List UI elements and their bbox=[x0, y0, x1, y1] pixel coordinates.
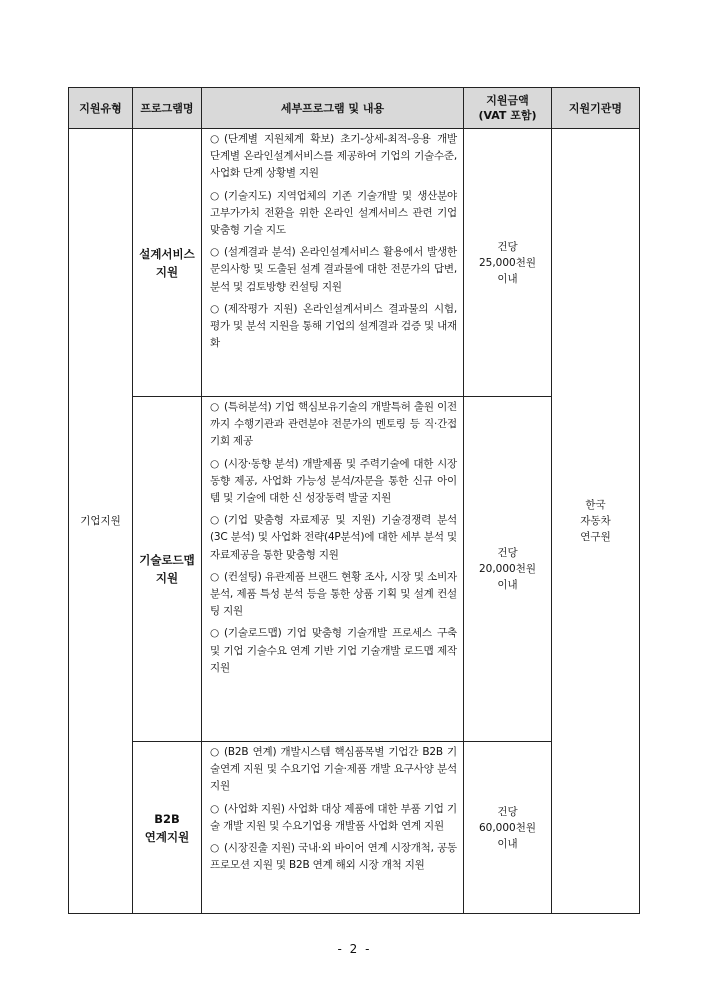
program-name-cell bbox=[133, 742, 202, 914]
amount-cell bbox=[464, 742, 552, 914]
detail-item-text: (단계별 지원체계 확보) 초기-상세-최적-응용 개발 단계별 온라인설계서비스를 제공하여 기업의 기술수준, 사업화 단계 상황별 지원 bbox=[210, 133, 457, 180]
detail-item-text: (설계결과 분석) 온라인설계서비스 활용에서 발생한 문의사항 및 도출된 설계 결과물에 대한 전문가의 답변, 분석 및 검토방향 컨설팅 지원 bbox=[210, 246, 457, 293]
detail-item bbox=[210, 188, 457, 240]
bullet-icon: ○ bbox=[210, 570, 219, 583]
program-name-line1: B2B bbox=[154, 811, 180, 826]
agency-line3: 연구원 bbox=[580, 531, 611, 543]
support-program-table bbox=[68, 87, 640, 914]
amount-line1: 건당 bbox=[497, 547, 518, 559]
detail-item-text: (기업 맞춤형 자료제공 및 지원) 기술경쟁력 분석(3C 분석) 및 사업화 전략(4P분석)에 대한 세부 분석 및 자료제공을 통한 맞춤형 지원 bbox=[210, 514, 457, 561]
detail-item bbox=[210, 569, 457, 621]
support-type-cell: 기업지원 bbox=[69, 129, 133, 914]
bullet-icon: ○ bbox=[210, 746, 219, 758]
header-program: 프로그램명 bbox=[133, 88, 202, 129]
amount-line2: 25,000천원 bbox=[478, 256, 537, 269]
amount-cell bbox=[464, 129, 552, 397]
header-support-type: 지원유형 bbox=[69, 88, 133, 129]
program-detail-cell bbox=[202, 742, 464, 914]
bullet-icon: ○ bbox=[210, 133, 219, 145]
detail-item-text: (제작평가 지원) 온라인설계서비스 결과물의 시험, 평가 및 분석 지원을 통해 기업의 설계결과 검증 및 내재화 bbox=[210, 302, 457, 350]
detail-item bbox=[210, 801, 457, 835]
amount-line1: 건당 bbox=[497, 805, 518, 818]
detail-item bbox=[210, 301, 457, 353]
bullet-icon: ○ bbox=[210, 842, 219, 855]
bullet-icon: ○ bbox=[210, 246, 219, 259]
agency-line1: 한국 bbox=[585, 499, 606, 511]
page-number: - 2 - bbox=[337, 942, 372, 956]
table-row bbox=[69, 129, 640, 397]
header-detail: 세부프로그램 및 내용 bbox=[202, 88, 464, 129]
bullet-icon: ○ bbox=[210, 514, 219, 527]
header-amount bbox=[464, 88, 552, 129]
detail-item bbox=[210, 131, 457, 183]
header-agency: 지원기관명 bbox=[552, 88, 640, 129]
program-name-line2: 지원 bbox=[155, 264, 179, 279]
detail-item bbox=[210, 744, 457, 796]
table-header-row bbox=[69, 88, 640, 129]
detail-item bbox=[210, 625, 457, 677]
program-detail-cell bbox=[202, 397, 464, 742]
amount-line3: 이내 bbox=[497, 579, 518, 591]
agency-cell bbox=[552, 129, 640, 914]
detail-item-text: (컨설팅) 유관제품 브랜드 현황 조사, 시장 및 소비자 분석, 제품 특성 분석 등을 통한 상품 기획 및 설계 컨설팅 지원 bbox=[210, 570, 457, 618]
detail-item-text: (B2B 연계) 개발시스템 핵심품목별 기업간 B2B 기술연계 지원 및 수요기업 기술·제품 개발 요구사양 분석 지원 bbox=[210, 746, 457, 793]
program-name-cell bbox=[133, 397, 202, 742]
detail-item bbox=[210, 456, 457, 508]
header-amount-line2: (VAT 포함) bbox=[478, 109, 537, 122]
bullet-icon: ○ bbox=[210, 189, 219, 202]
bullet-icon: ○ bbox=[210, 802, 219, 815]
program-detail-cell bbox=[202, 129, 464, 397]
agency-line2: 자동차 bbox=[580, 515, 611, 527]
detail-item-text: (특허분석) 기업 핵심보유기술의 개발특허 출원 이전까지 수행기관과 관련분야 전문가의 멘토링 등 직·간접 기회 제공 bbox=[210, 401, 457, 448]
header-amount-line1: 지원금액 bbox=[486, 94, 529, 107]
bullet-icon: ○ bbox=[210, 627, 219, 640]
detail-item bbox=[210, 244, 457, 296]
detail-item-text: (시장진출 지원) 국내·외 바이어 연계 시장개척, 공동 프로모션 지원 및 B2B 연계 해외 시장 개척 지원 bbox=[210, 842, 457, 872]
detail-item-text: (사업화 지원) 사업화 대상 제품에 대한 부품 기업 기술 개발 지원 및 수요기업용 개발품 사업화 연계 지원 bbox=[210, 802, 457, 832]
detail-item bbox=[210, 840, 457, 874]
bullet-icon: ○ bbox=[210, 401, 219, 413]
bullet-icon: ○ bbox=[210, 457, 219, 470]
bullet-icon: ○ bbox=[210, 302, 219, 315]
detail-item-text: (기술지도) 지역업체의 기존 기술개발 및 생산분야 고부가가치 전환을 위한 온라인 설계서비스 관련 기업 맞춤형 기술 지도 bbox=[210, 189, 457, 237]
amount-line1: 건당 bbox=[497, 240, 518, 253]
program-name-line2: 지원 bbox=[155, 571, 179, 585]
amount-line3: 이내 bbox=[497, 837, 518, 850]
amount-line3: 이내 bbox=[497, 272, 518, 285]
detail-item bbox=[210, 399, 457, 451]
program-name-cell bbox=[133, 129, 202, 397]
amount-line2: 20,000천원 bbox=[478, 563, 537, 575]
detail-item bbox=[210, 512, 457, 564]
program-name-line2: 연계지원 bbox=[144, 829, 190, 844]
detail-item-text: (기술로드맵) 기업 맞춤형 기술개발 프로세스 구축 및 기업 기술수요 연계 기반 기업 기술개발 로드맵 제작 지원 bbox=[210, 627, 457, 674]
amount-cell bbox=[464, 397, 552, 742]
amount-line2: 60,000천원 bbox=[478, 821, 537, 834]
detail-item-text: (시장·동향 분석) 개발제품 및 주력기술에 대한 시장동향 제공, 사업화 가능성 분석/자문을 통한 신규 아이템 및 기술에 대한 신 성장동력 발굴 지원 bbox=[210, 457, 457, 505]
program-name-line1: 설계서비스 bbox=[139, 246, 195, 261]
program-name-line1: 기술로드맵 bbox=[139, 553, 195, 567]
